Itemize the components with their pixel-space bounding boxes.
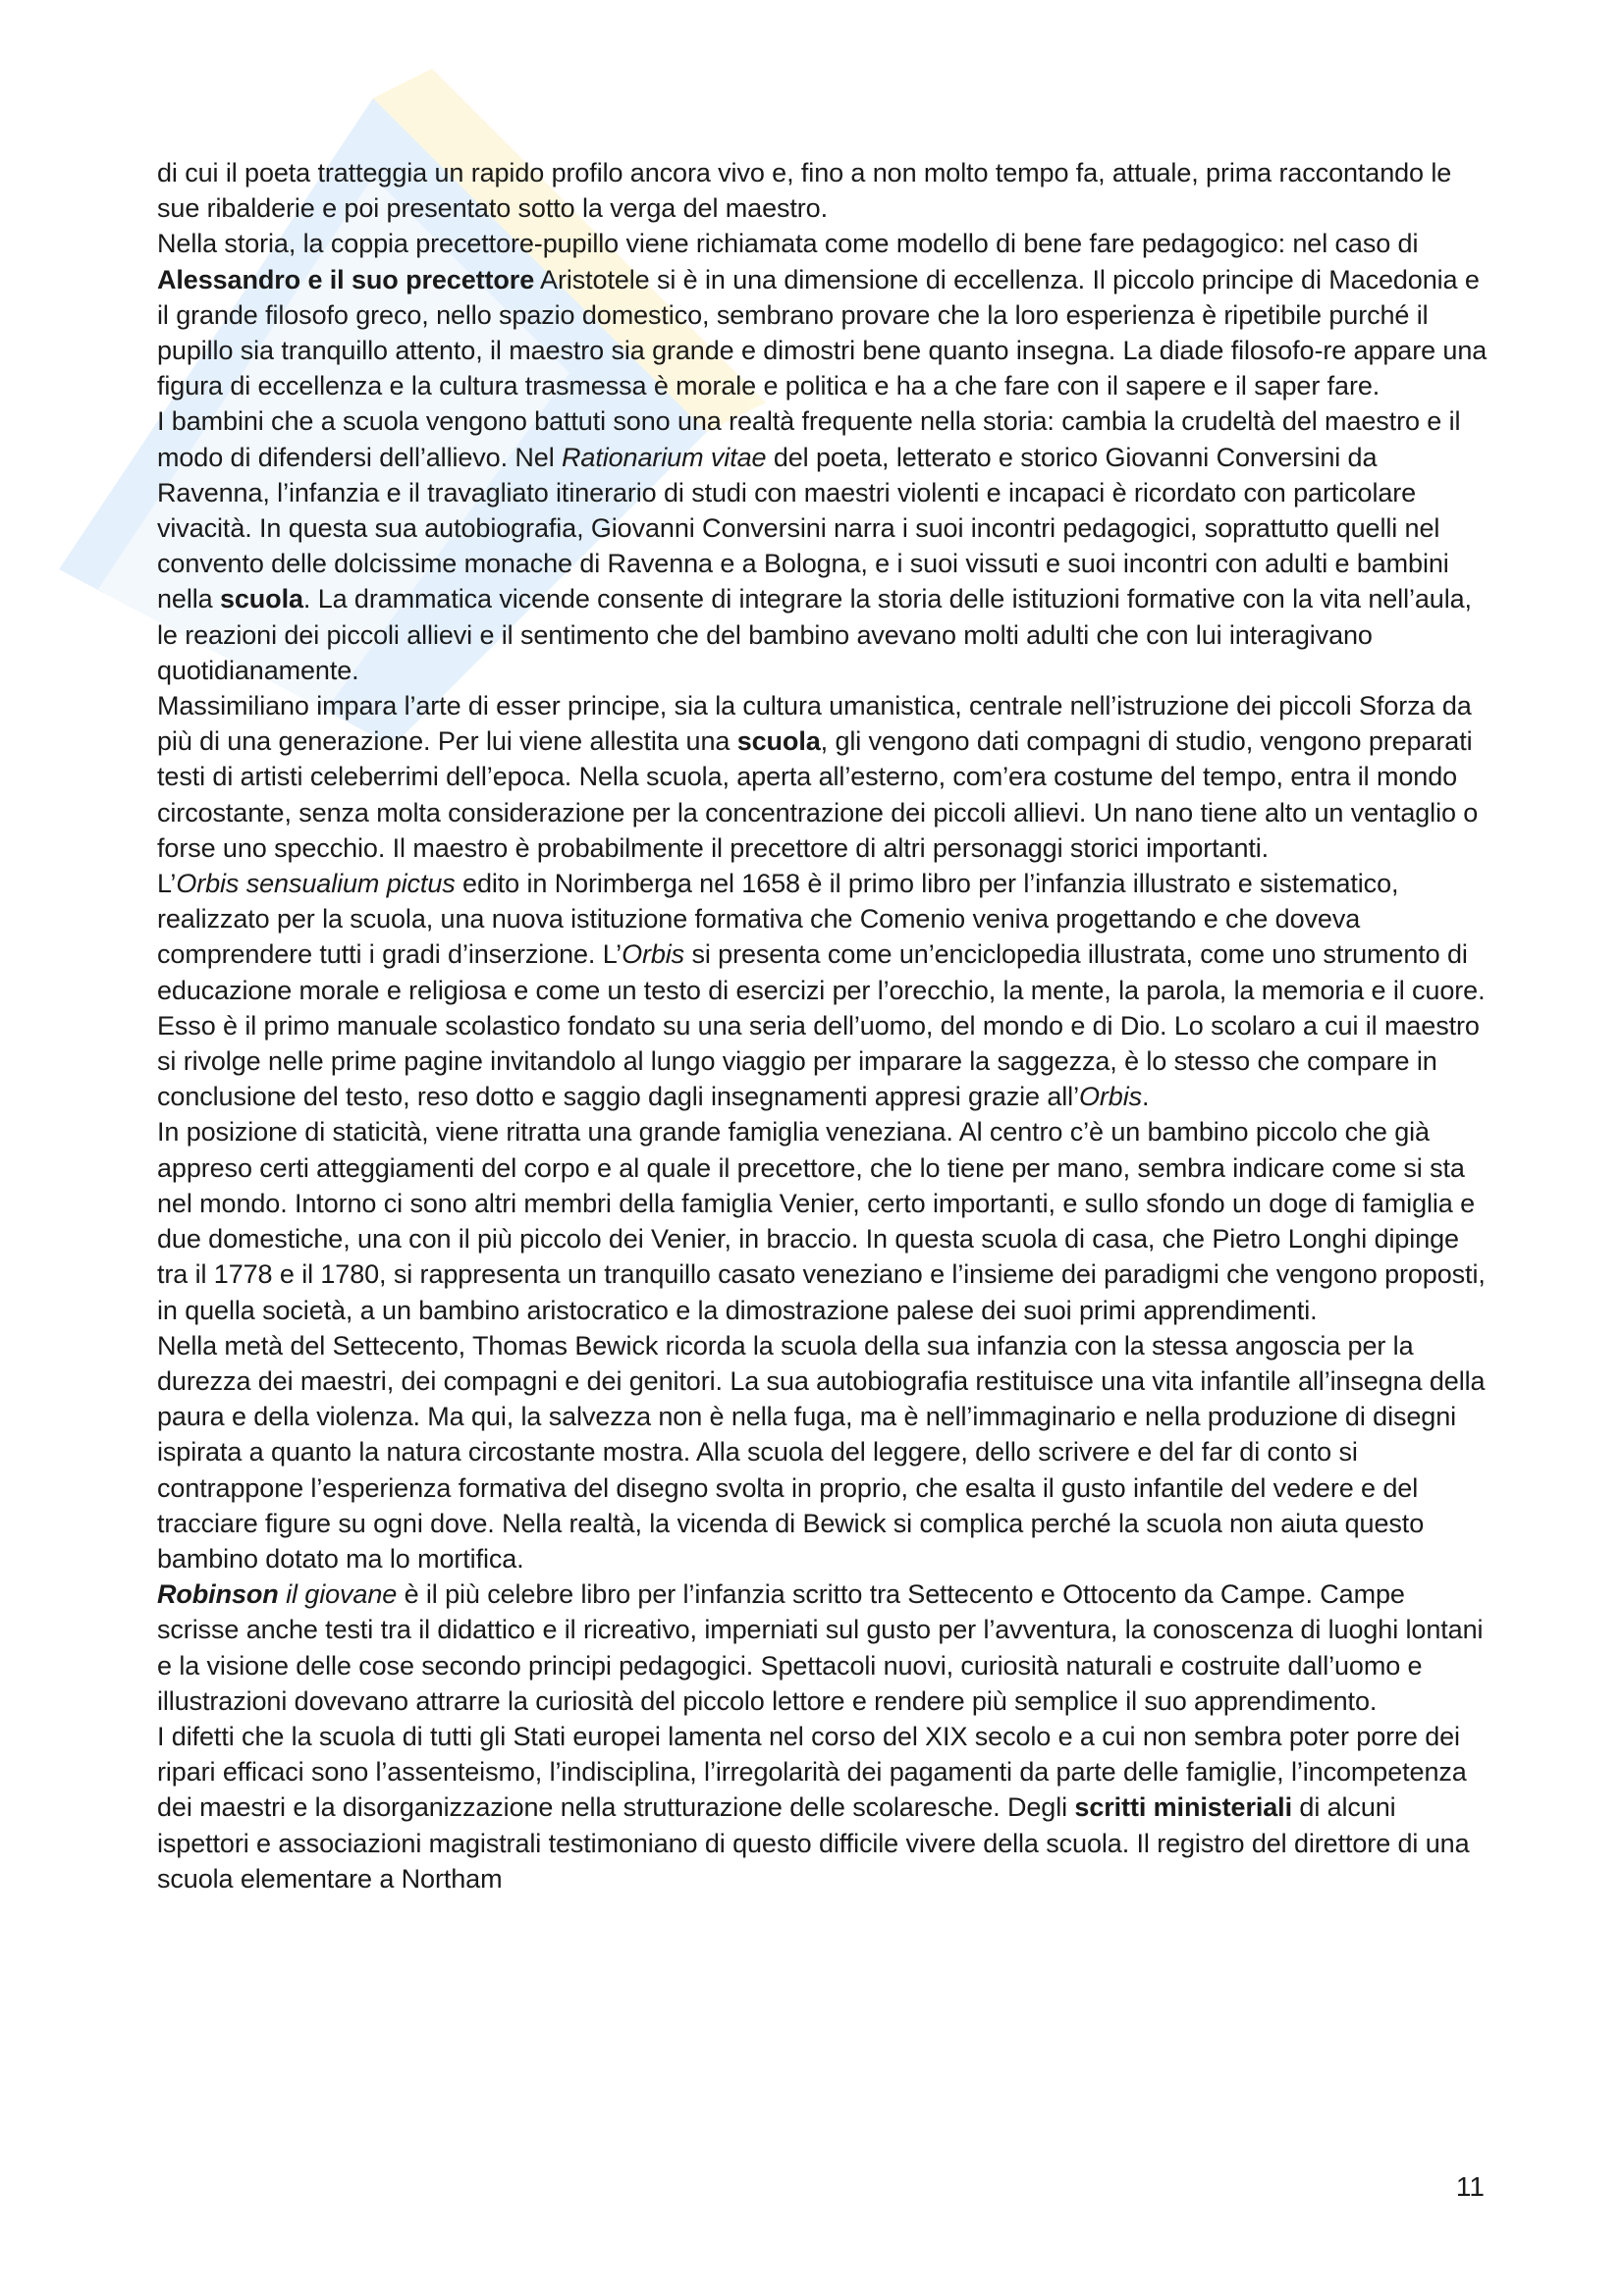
paragraph [157,403,1489,688]
paragraph [157,688,1489,866]
text-run: I difetti che la scuola di tutti gli Stati europei lamenta nel corso del XIX secolo e a cui non sembra poter porre dei ripari efficaci sono l’assenteismo, l’indisciplina, l’irregolarità dei pagamenti da parte delle famiglie, l’incompetenza dei maestri e la disorganizzazione nella strutturazione delle scolaresche. Degli [157,1721,1467,1823]
text-run: di alcuni ispettori e associazioni magistrali testimoniano di questo difficile vivere della scuola. Il registro del direttore di una scuola elementare a Northam [157,1792,1470,1894]
text-run: edito in Norimberga nel 1658 è il primo libro per l’infanzia illustrato e sistematico, realizzato per la scuola, una nuova istituzione formativa che Comenio veniva progettando e che doveva comprendere tutti i gradi d’inserzione. L’ [157,869,1399,970]
paragraph [157,226,1489,403]
italic-title: Orbis [622,939,685,970]
text-run: di cui il poeta tratteggia un rapido profilo ancora vivo e, fino a non molto tempo fa, attuale, prima raccontando le sue ribalderie e poi presentato sotto la verga del maestro. [157,158,1452,224]
text-run: Aristotele si è in una dimensione di eccellenza. Il piccolo principe di Macedonia e il grande filosofo greco, nello spazio domestico, sembrano provare che la loro esperienza è ripetibile purché il pupillo sia tranquillo attento, il maestro sia grande e dimostri bene quanto insegna. La diade filosofo-re appare una figura di eccellenza e la cultura trasmessa è morale e politica e ha a che fare con il sapere e il saper fare. [157,264,1488,401]
italic-title: il giovane [286,1579,398,1610]
text-run: In posizione di staticità, viene ritratta una grande famiglia veneziana. Al centro c’è un bambino piccolo che già appreso certi atteggiamenti del corpo e al quale il precettore, che lo tiene per mano, sembra indicare come si sta nel mondo. Intorno ci sono altri membri della famiglia Venier, certo importanti, e sullo sfondo un doge di famiglia e due domestiche, una con il più piccolo dei Venier, in braccio. In questa scuola di casa, che Pietro Longhi dipinge tra il 1778 e il 1780, si rappresenta un tranquillo casato veneziano e l’insieme dei paradigmi che vengono proposti, in quella società, a un bambino aristocratico e la dimostrazione palese dei suoi primi apprendimenti. [157,1117,1486,1325]
text-run: Nella metà del Settecento, Thomas Bewick ricorda la scuola della sua infanzia con la stessa angoscia per la durezza dei maestri, dei compagni e dei genitori. La sua autobiografia restituisce una vita infantile all’insegna della paura e della violenza. Ma qui, la salvezza non è nella fuga, ma è nell’immaginario e nella produzione di disegni ispirata a quanto la natura circostante mostra. Alla scuola del leggere, dello scrivere e del far di conto si contrappone l’esperienza formativa del disegno svolta in proprio, che esalta il gusto infantile del vedere e del tracciare figure su ogni dove. Nella realtà, la vicenda di Bewick si complica perché la scuola non aiuta questo bambino dotato ma lo mortifica. [157,1330,1486,1574]
italic-title: Orbis [1078,1082,1142,1112]
bold-term: Alessandro e il suo precettore [157,264,535,294]
text-run: , gli vengono dati compagni di studio, vengono preparati testi di artisti celeberrimi dell’epoca. Nella scuola, aperta all’esterno, com’era costume del tempo, entra il mondo circostante, senza molta considerazione per la concentrazione dei piccoli allievi. Un nano tiene alto un ventaglio o forse uno specchio. Il maestro è probabilmente il precettore di altri personaggi storici importanti. [157,726,1479,863]
paragraph [157,155,1489,226]
paragraph [157,1114,1489,1327]
bold-term: scritti ministeriali [1074,1792,1292,1823]
paragraph [157,1328,1489,1576]
bold-italic-title: Robinson [157,1579,279,1610]
paragraph [157,866,1489,1114]
text-run: L’ [157,869,177,899]
bold-term: scuola [736,726,821,757]
italic-title: Orbis sensualium pictus [176,869,456,899]
text-run [279,1579,286,1609]
document-body [157,155,1489,1896]
text-run: del poeta, letterato e storico Giovanni Conversini da Ravenna, l’infanzia e il travagliato itinerario di studi con maestri violenti e incapaci è ricordato con particolare vivacità. In questa sua autobiografia, Giovanni Conversini narra i suoi incontri pedagogici, soprattutto quelli nel convento delle dolcissime monache di Ravenna e a Bologna, e i suoi vissuti e suoi incontri con adulti e bambini nella [157,442,1449,614]
text-run: Massimiliano impara l’arte di esser principe, sia la cultura umanistica, centrale nell’istruzione dei piccoli Sforza da più di una generazione. Per lui viene allestita una [157,691,1472,757]
bold-term: scuola [219,584,303,614]
paragraph [157,1719,1489,1896]
italic-title: Rationarium vitae [562,442,767,472]
text-run: è il più celebre libro per l’infanzia scritto tra Settecento e Ottocento da Campe. Campe scrisse anche testi tra il didattico e il ricreativo, imperniati sul gusto per l’avventura, la conoscenza di luoghi lontani e la visione delle cose secondo principi pedagogici. Spettacoli nuovi, curiosità naturali e costruite dall’uomo e illustrazioni dovevano attrarre la curiosità del piccolo lettore e rendere più semplice il suo apprendimento. [157,1579,1484,1716]
text-run: Nella storia, la coppia precettore-pupillo viene richiamata come modello di bene fare pedagogico: nel caso di [157,229,1419,259]
paragraph [157,1576,1489,1719]
page-number: 11 [1455,2171,1485,2202]
text-run: si presenta come un’enciclopedia illustrata, come uno strumento di educazione morale e religiosa e come un testo di esercizi per l’orecchio, la mente, la parola, la memoria e il cuore. Esso è il primo manuale scolastico fondato su una seria dell’uomo, del mondo e di Dio. Lo scolaro a cui il maestro si rivolge nelle prime pagine invitandolo al lungo viaggio per imparare la saggezza, è lo stesso che compare in conclusione del testo, reso dotto e saggio dagli insegnamenti appresi grazie all’ [157,939,1486,1112]
text-run: I bambini che a scuola vengono battuti sono una realtà frequente nella storia: cambia la crudeltà del maestro e il modo di difendersi dell’allievo. Nel [157,406,1461,472]
text-run: . La drammatica vicende consente di integrare la storia delle istituzioni formative con la vita nell’aula, le reazioni dei piccoli allievi e il sentimento che del bambino avevano molti adulti che con lui interagivano quotidianamente. [157,584,1472,685]
text-run: . [1142,1082,1150,1112]
